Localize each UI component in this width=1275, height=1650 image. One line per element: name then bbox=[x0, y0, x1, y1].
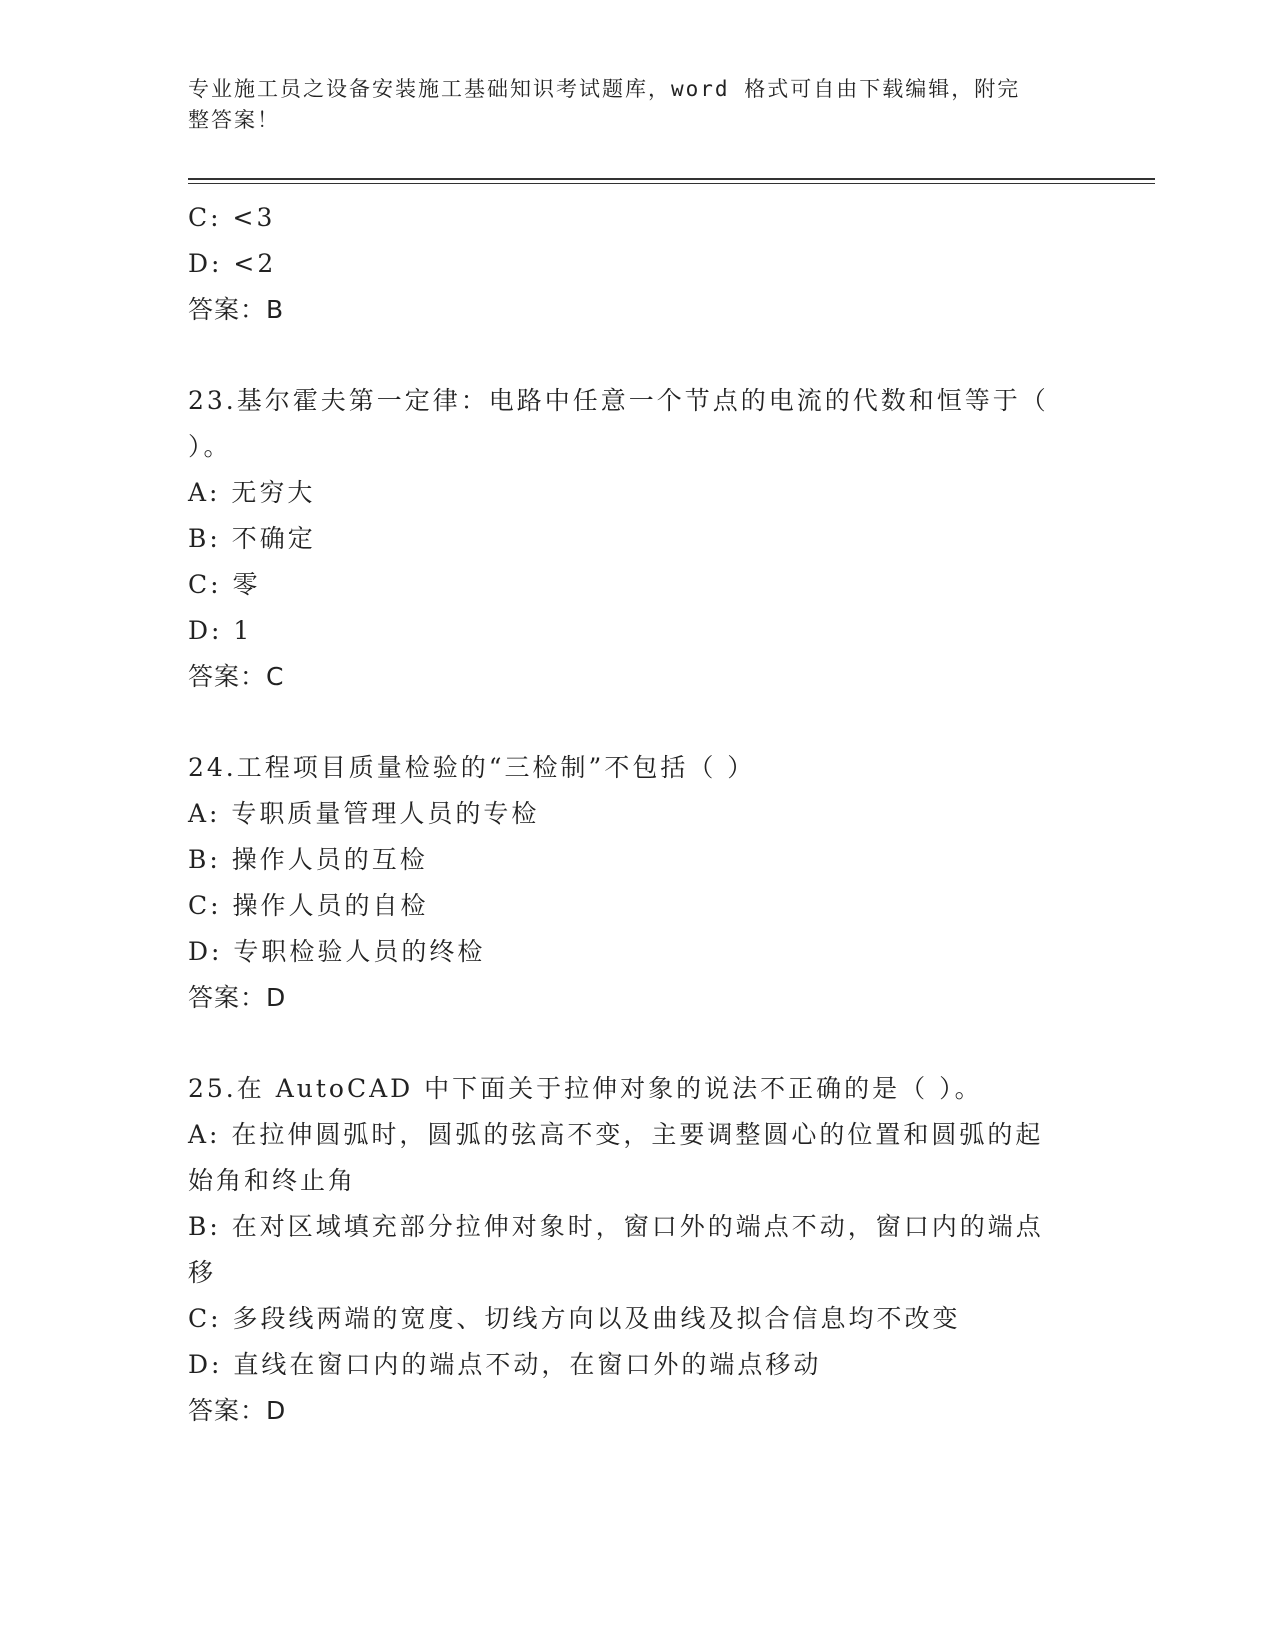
question-stem-continued: ）。 bbox=[188, 432, 232, 461]
question-23 bbox=[188, 378, 1068, 700]
option-c: C: 多段线两端的宽度、切线方向以及曲线及拟合信息均不改变 bbox=[188, 1304, 961, 1333]
option-b: B: 操作人员的互检 bbox=[188, 845, 428, 874]
question-25 bbox=[188, 1066, 1068, 1434]
option-b: B: 不确定 bbox=[188, 524, 316, 553]
document-body bbox=[188, 195, 1068, 1434]
option-a: A: 专职质量管理人员的专检 bbox=[188, 799, 540, 828]
option-c: C: <3 bbox=[188, 203, 276, 232]
spacer bbox=[188, 1021, 1068, 1066]
question-stem: 24.工程项目质量检验的“三检制”不包括（ ） bbox=[188, 753, 756, 782]
option-c: C: 操作人员的自检 bbox=[188, 891, 429, 920]
partial-question bbox=[188, 195, 1068, 333]
answer-label: 答案：D bbox=[188, 1396, 287, 1425]
header-line-2: 整答案！ bbox=[188, 108, 280, 132]
answer-label: 答案：D bbox=[188, 983, 287, 1012]
option-b: B: 在对区域填充部分拉伸对象时，窗口外的端点不动，窗口内的端点 bbox=[188, 1212, 1044, 1241]
option-d: D: 专职检验人员的终检 bbox=[188, 937, 486, 966]
option-a: A: 无穷大 bbox=[188, 478, 316, 507]
question-stem: 23.基尔霍夫第一定律：电路中任意一个节点的电流的代数和恒等于（ bbox=[188, 386, 1049, 415]
header-line-1: 专业施工员之设备安装施工基础知识考试题库，word 格式可自由下载编辑，附完 bbox=[188, 77, 1021, 101]
option-d: D: 1 bbox=[188, 616, 253, 645]
spacer bbox=[188, 333, 1068, 378]
option-a: A: 在拉伸圆弧时，圆弧的弦高不变，主要调整圆心的位置和圆弧的起 bbox=[188, 1120, 1044, 1149]
answer-label: 答案：C bbox=[188, 662, 285, 691]
option-d: D: <2 bbox=[188, 249, 277, 278]
option-c: C: 零 bbox=[188, 570, 261, 599]
header-divider-thick bbox=[188, 178, 1155, 180]
spacer bbox=[188, 700, 1068, 745]
option-d: D: 直线在窗口内的端点不动，在窗口外的端点移动 bbox=[188, 1350, 822, 1379]
option-a-continued: 始角和终止角 bbox=[188, 1166, 357, 1195]
page-header bbox=[188, 74, 1068, 136]
question-24 bbox=[188, 745, 1068, 1021]
option-b-continued: 移 bbox=[188, 1258, 217, 1287]
answer-label: 答案：B bbox=[188, 295, 285, 324]
header-divider-thin bbox=[188, 183, 1155, 184]
question-stem: 25.在 AutoCAD 中下面关于拉伸对象的说法不正确的是（ ）。 bbox=[188, 1074, 983, 1103]
